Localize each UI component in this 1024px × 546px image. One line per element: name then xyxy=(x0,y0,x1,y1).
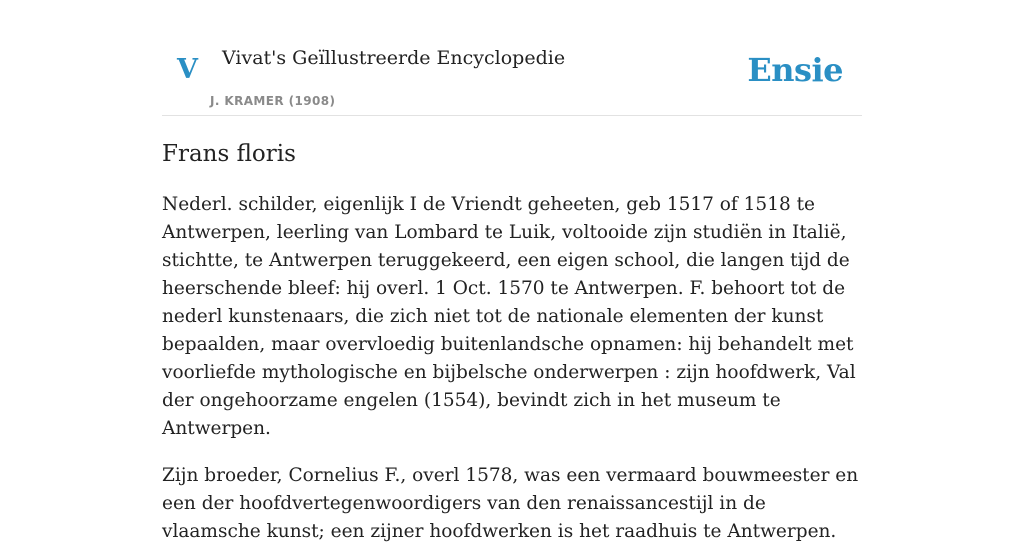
article xyxy=(162,138,862,546)
source-logo[interactable]: V xyxy=(177,54,198,85)
article-paragraph: Zijn broeder, Cornelius F., overl 1578, was een vermaard bouwmeester en een der hoofdvertegenwoordigers van den renaissancestijl in de vlaamsche kunst; een zijner hoofdwerken is het raadhuis te Antwerpen. xyxy=(162,465,859,542)
article-paragraph: Nederl. schilder, eigenlijk I de Vriendt geheeten, geb 1517 of 1518 te Antwerpen, leerling van Lombard te Luik, voltooide zijn studiën in Italië, stichtte, te Antwerpen teruggekeerd, een eigen school, die langen tijd de heerschende bleef: hij overl. 1 Oct. 1570 te Antwerpen. F. behoort tot de nederl kunstenaars, die zich niet tot de nationale elementen der kunst bepaalden, maar overvloedig buitenlandsche opnamen: hij behandelt met voorliefde mythologische en bijbelsche onderwerpen : zijn hoofdwerk, Val der ongehoorzame engelen (1554), bevindt zich in het museum te Antwerpen. xyxy=(162,194,856,439)
source-title[interactable]: Vivat's Geïllustreerde Encyclopedie xyxy=(222,47,566,69)
page-title: Frans floris xyxy=(162,141,296,167)
source-author: J. KRAMER (1908) xyxy=(210,94,336,108)
source-header xyxy=(162,30,862,116)
brand-logo[interactable]: Ensie xyxy=(747,51,843,89)
